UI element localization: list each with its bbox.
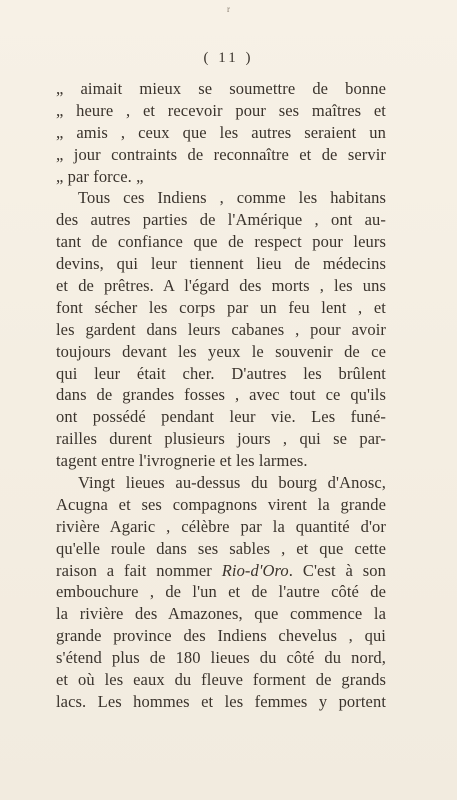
page-number: ( 11 )	[203, 50, 254, 66]
text-line: toujours devant les yeux le souvenir de ce	[56, 341, 386, 361]
text-line: „ heure , et recevoir pour ses maîtres et	[56, 100, 386, 120]
text-line-with-italic	[56, 560, 386, 582]
text-line: et où les eaux du fleuve forment de grands	[56, 670, 386, 690]
text-line: qui leur était cher. D'autres les brûlent	[56, 363, 386, 383]
text-line: devins, qui leur tiennent lieu de médecins	[56, 254, 386, 274]
text-line: lacs. Les hommes et les femmes y portent	[56, 691, 386, 711]
text-line: railles durent plusieurs jours , qui se par-	[56, 429, 386, 449]
text-line: tagent entre l'ivrognerie et les larmes.	[56, 451, 308, 471]
text-line: les gardent dans leurs cabanes , pour avoir	[56, 319, 386, 339]
text-line: grande province des Indiens chevelus , qui	[56, 626, 386, 646]
text-line: embouchure , de l'un et de l'autre côté de	[56, 582, 386, 602]
body-text	[56, 78, 386, 713]
text-segment: . C'est à son	[288, 560, 386, 580]
text-segment: raison a fait nommer	[56, 560, 212, 580]
text-line: „ par force. „	[56, 166, 144, 186]
text-line: font sécher les corps par un feu lent , et	[56, 297, 386, 317]
text-line: des autres parties de l'Amérique , ont au-	[56, 210, 386, 230]
text-line: „ aimait mieux se soumettre de bonne	[56, 79, 386, 98]
text-line: Acugna et ses compagnons virent la grande	[56, 494, 386, 514]
italic-place-name: Rio-d'Oro	[221, 560, 289, 580]
text-line: Tous ces Indiens , comme les habitans	[78, 188, 386, 208]
text-line: qu'elle roule dans ses sables , et que cette	[56, 538, 386, 558]
text-line: rivière Agaric , célèbre par la quantité d'or	[56, 516, 386, 536]
text-line: s'étend plus de 180 lieues du côté du nord,	[56, 648, 386, 668]
text-line: la rivière des Amazones, que commence la	[56, 604, 386, 624]
page-mark: r	[227, 4, 230, 14]
text-line: Vingt lieues au-dessus du bourg d'Anosc,	[78, 473, 386, 493]
text-line: et de prêtres. A l'égard des morts , les uns	[56, 276, 386, 296]
text-line: „ amis , ceux que les autres seraient un	[56, 122, 386, 142]
text-line: tant de confiance que de respect pour leurs	[56, 232, 386, 252]
text-line: ont possédé pendant leur vie. Les funé-	[56, 407, 386, 427]
text-line: dans de grandes fosses , avec tout ce qu'ils	[56, 385, 386, 405]
text-line: „ jour contraints de reconnaître et de servir	[56, 144, 386, 164]
